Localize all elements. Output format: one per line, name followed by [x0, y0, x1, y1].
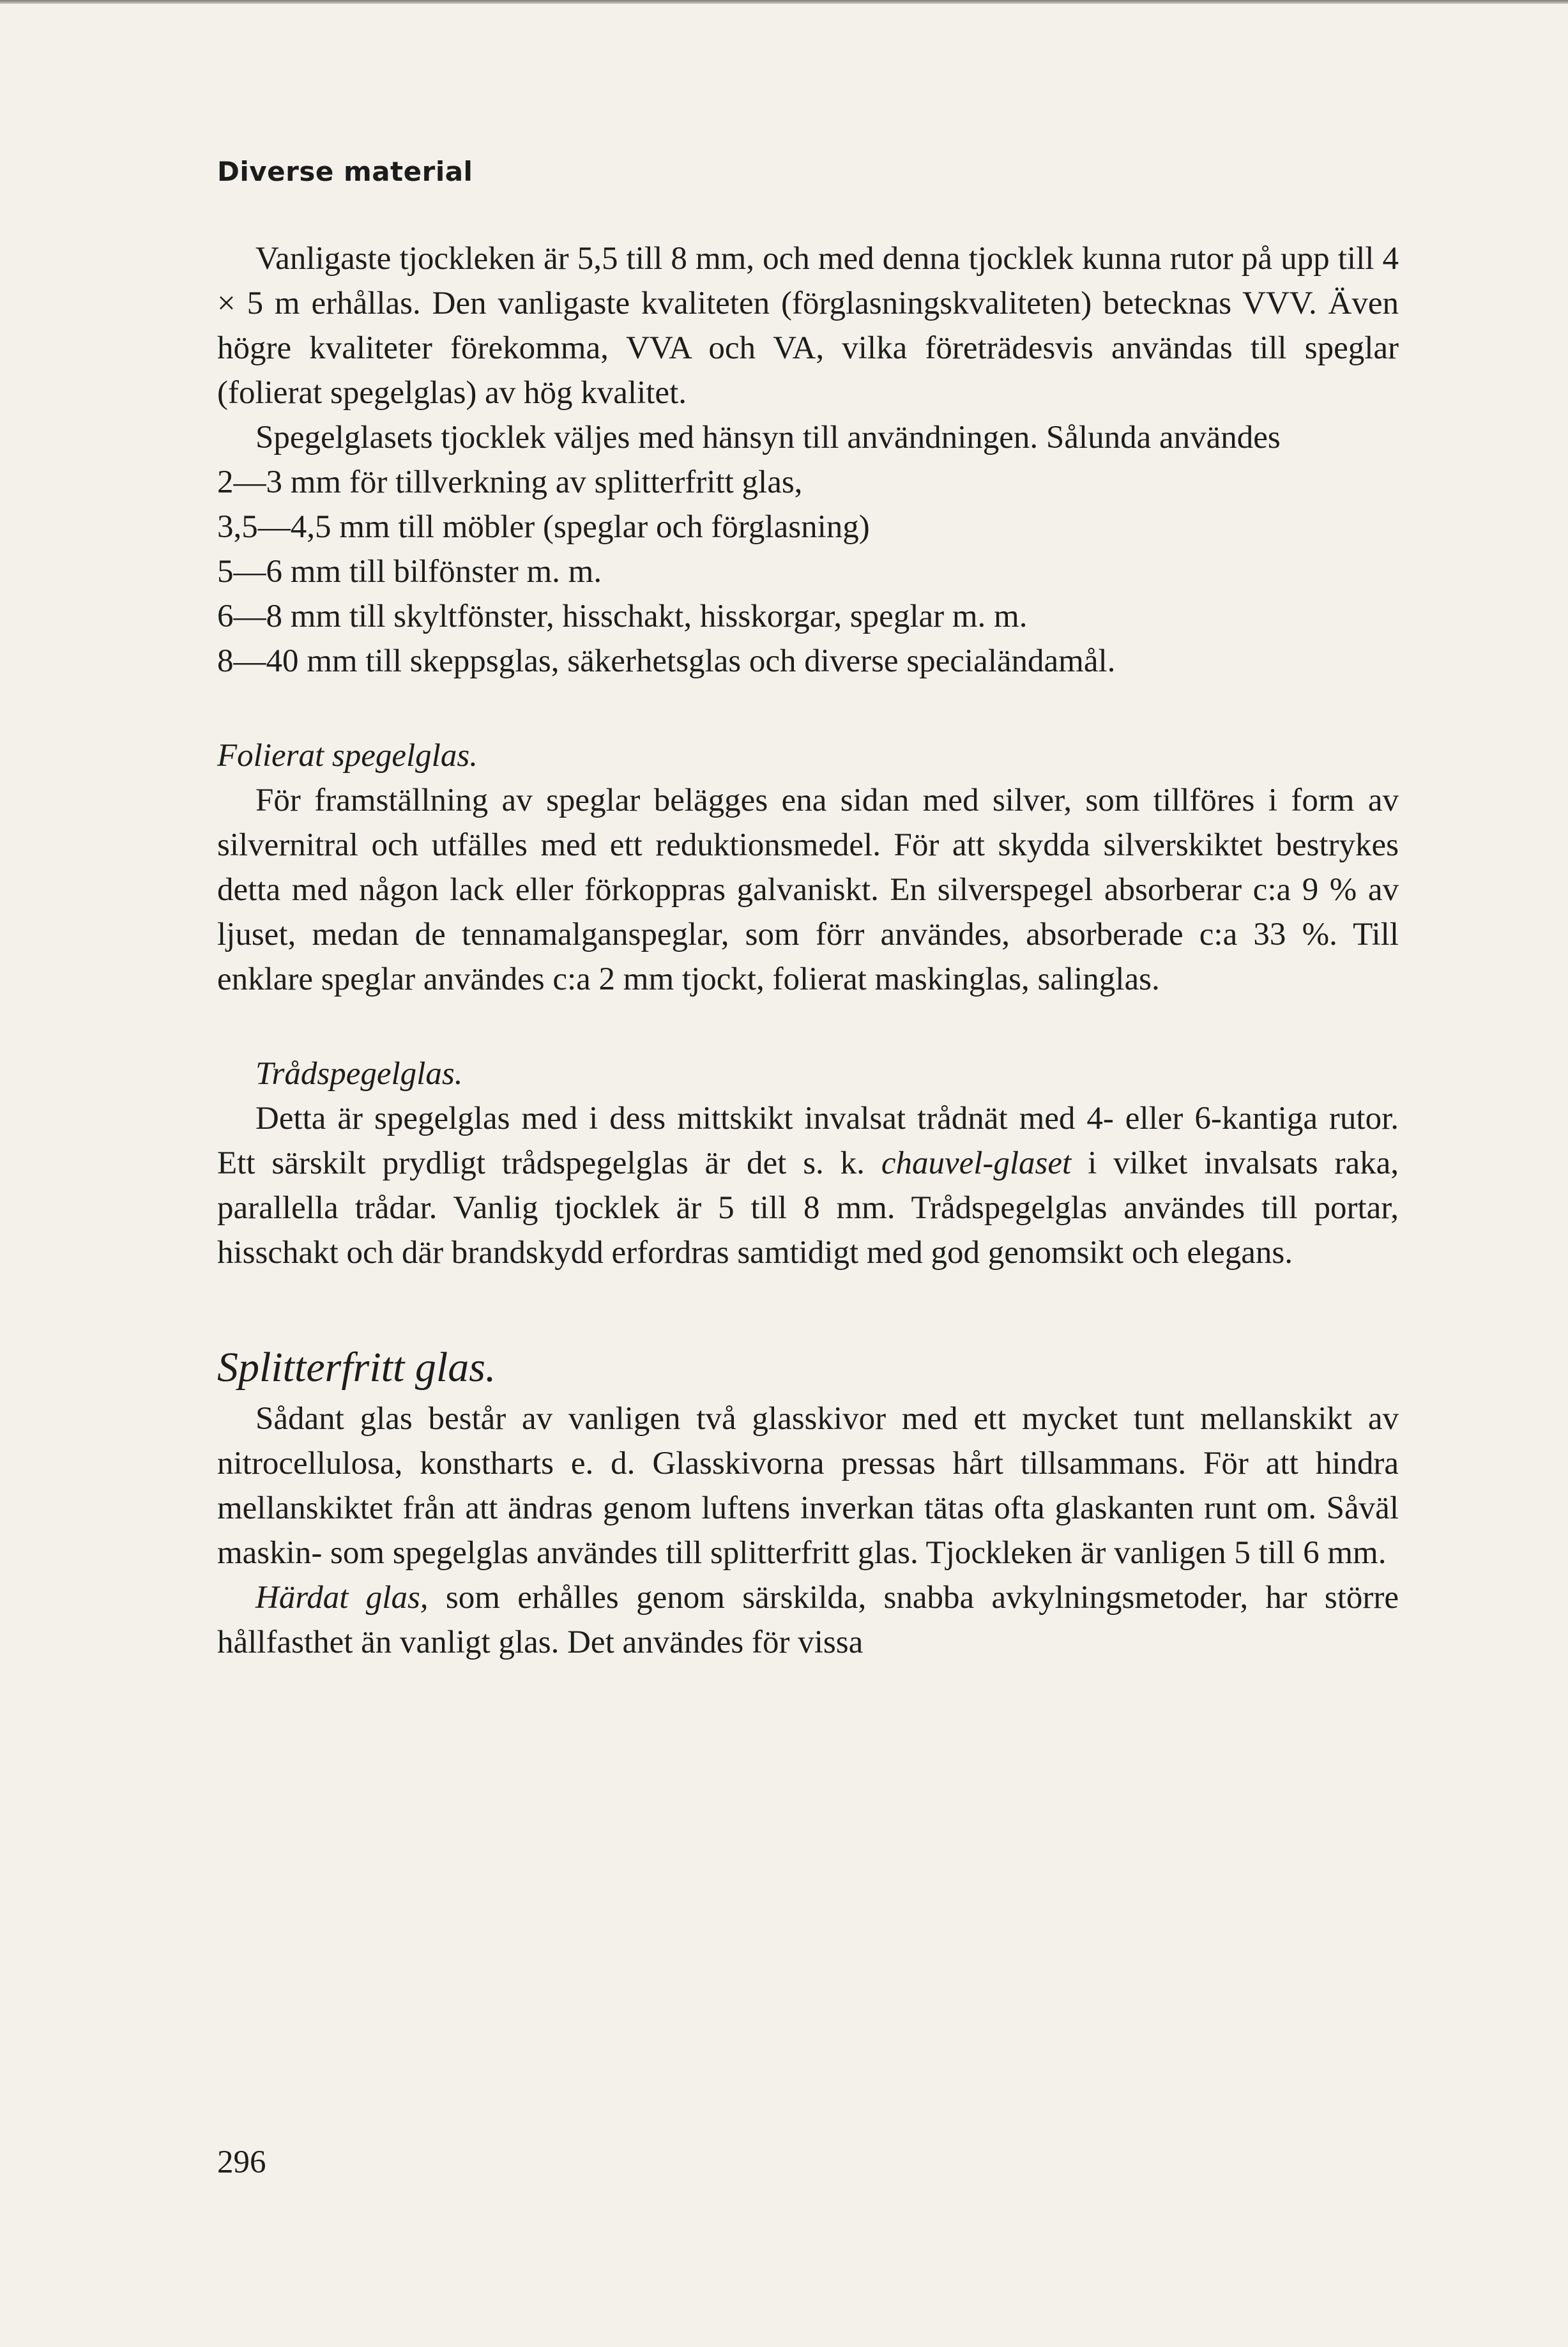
paragraph-tradspegelglas	[217, 1096, 1399, 1275]
paragraph-splitterfritt: Sådant glas består av vanligen två glasskivor med ett mycket tunt mellanskikt av nitrocellulosa, konstharts e. d. Glasskivorna pressas hårt tillsammans. För att hindra mellanskiktet från att ändras genom luftens inverkan tätas ofta glaskanten runt om. Såväl maskin- som spegelglas användes till splitterfritt glas. Tjockleken är vanligen 5 till 6 mm.	[217, 1401, 1399, 1571]
paragraph-thickness: Vanligaste tjockleken är 5,5 till 8 mm, och med denna tjocklek kunna rutor på upp till 4 × 5 m erhållas. Den vanligaste kvaliteten (förglasningskvaliteten) betecknas VVV. Även högre kvaliteter förekomma, VVA och VA, vilka företrädesvis användas till speglar (folierat spegelglas) av hög kvalitet.	[217, 241, 1399, 411]
heading-splitterfritt-glas: Splitterfritt glas.	[217, 1344, 496, 1391]
usage-line: 5—6 mm till bilfönster m. m.	[217, 554, 602, 590]
usage-line: 2—3 mm för tillverkning av splitterfritt glas,	[217, 464, 803, 500]
heading-tradspegelglas: Trådspegelglas.	[255, 1056, 463, 1092]
text-span: Detta är spegelglas med i dess mittskikt invalsat trådnät med 4- eller 6-kantiga rutor. Ett särskilt prydligt trådspegelglas är det s. k.	[217, 1101, 1399, 1181]
paragraph-folierat: För framställning av speglar belägges ena sidan med silver, som tillföres i form av silvernitral och utfälles med ett reduktionsmedel. För att skydda silverskiktet bestrykes detta med någon lack eller förkoppras galvaniskt. En silverspegel absorberar c:a 9 % av ljuset, medan de tennamalganspeglar, som förr användes, absorberade c:a 33 %. Till enklare speglar användes c:a 2 mm tjockt, folierat maskinglas, salinglas.	[217, 783, 1399, 997]
paragraph-usage-intro: Spegelglasets tjocklek väljes med hänsyn till användningen. Sålunda användes	[255, 420, 1281, 455]
page-number: 296	[217, 2144, 266, 2180]
usage-line: 6—8 mm till skyltfönster, hisschakt, hisskorgar, speglar m. m.	[217, 599, 1028, 634]
italic-term: chauvel-glaset	[881, 1145, 1072, 1181]
text-span: i vilket invalsats raka, parallella trådar. Vanlig tjocklek är 5 till 8 mm. Trådspegelglas användes till portar, hisschakt och där brandskydd erfordras samtidigt med god genomsikt och elegans.	[217, 1145, 1399, 1271]
usage-line: 3,5—4,5 mm till möbler (speglar och förglasning)	[217, 509, 870, 545]
heading-folierat-spegelglas: Folierat spegelglas.	[217, 738, 478, 774]
running-head: Diverse material	[217, 156, 473, 187]
top-edge-rule	[0, 0, 1568, 4]
italic-term: Härdat glas,	[255, 1580, 429, 1616]
text-span: som erhålles genom särskilda, snabba avkylningsmetoder, har större hållfasthet än vanligt glas. Det användes för vissa	[217, 1580, 1399, 1660]
paragraph-hardat-glas	[217, 1575, 1399, 1665]
usage-line: 8—40 mm till skeppsglas, säkerhetsglas och diverse specialändamål.	[217, 643, 1116, 679]
body-text	[217, 236, 1399, 1665]
